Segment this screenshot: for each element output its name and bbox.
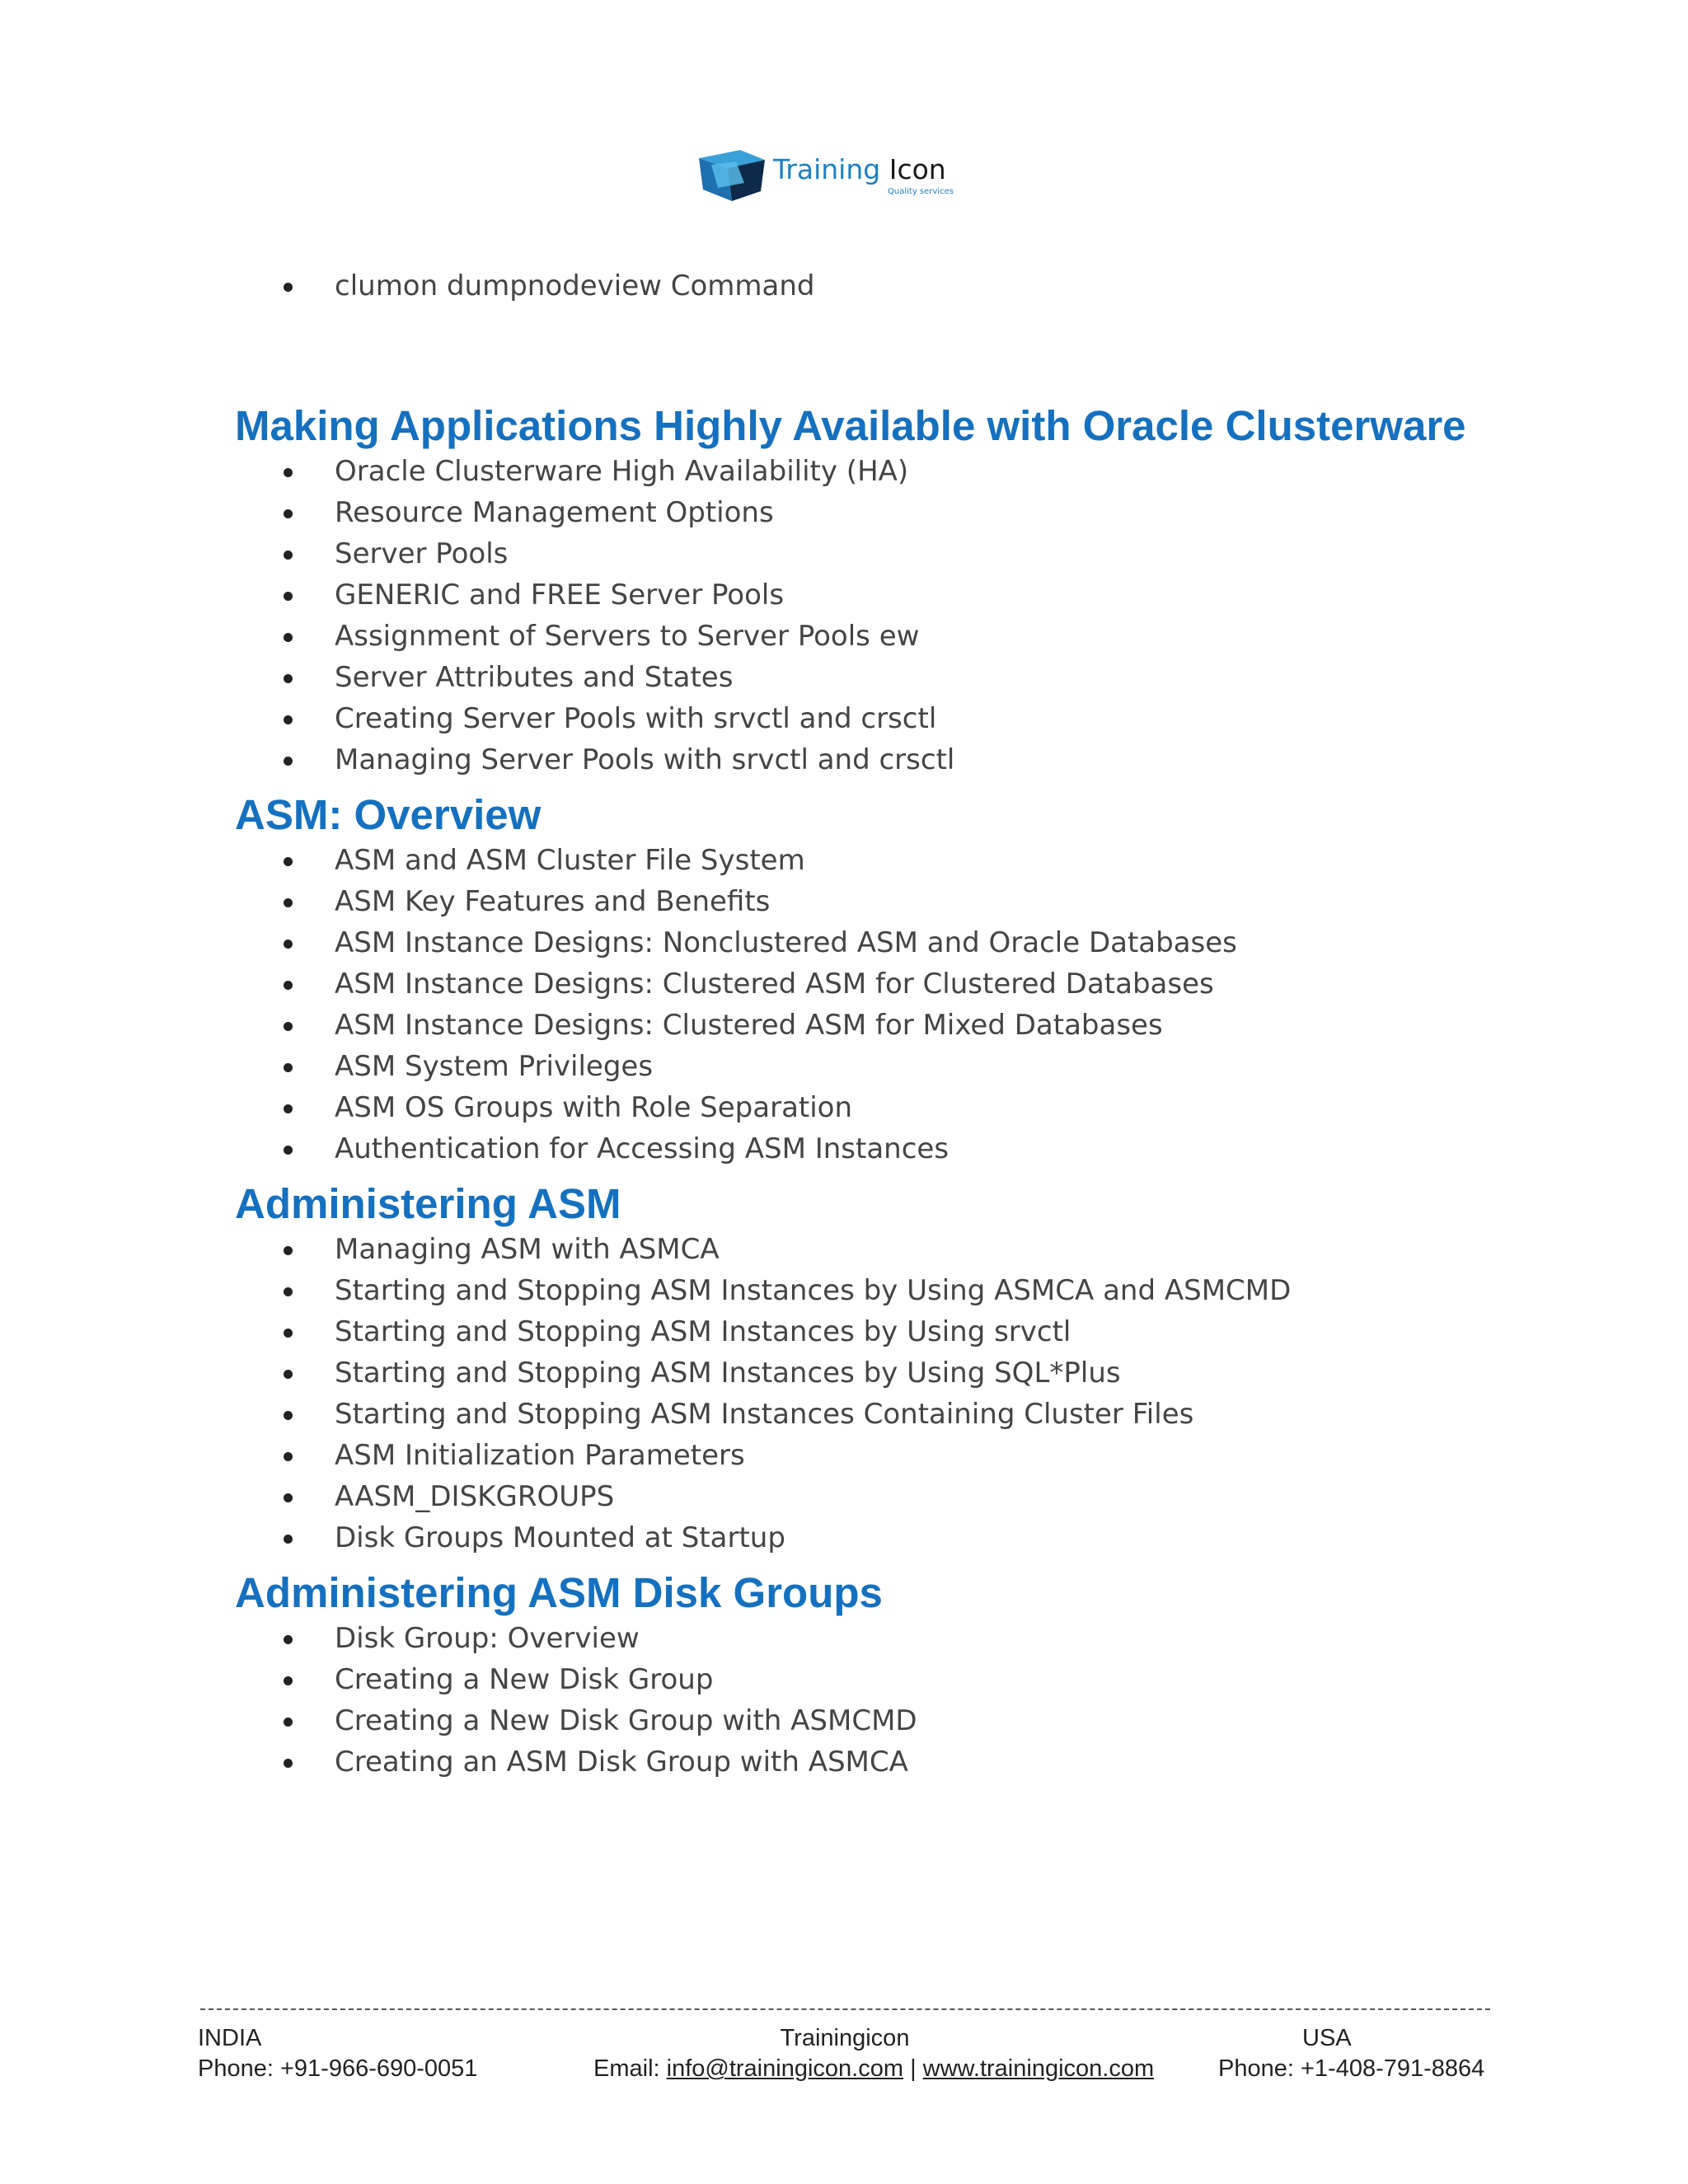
section-heading-asm-overview: ASM: Overview [235,791,542,838]
section-heading-disk-groups: Administering ASM Disk Groups [235,1569,883,1616]
list-item: ASM Instance Designs: Clustered ASM for Clustered Databases [235,963,1488,1005]
list-item: Authentication for Accessing ASM Instances [235,1128,1488,1169]
list-item: Disk Group: Overview [235,1618,1488,1659]
list-item: Creating Server Pools with srvctl and crsctl [235,698,1488,739]
list-item: AASM_DISKGROUPS [235,1476,1488,1517]
list-item: ASM Instance Designs: Clustered ASM for Mixed Databases [235,1005,1488,1046]
footer-company-name: Trainingicon [780,2025,910,2051]
list-item: Creating a New Disk Group with ASMCMD [235,1700,1488,1741]
logo-word-training: Training [773,153,881,185]
list-item: Managing Server Pools with srvctl and crsctl [235,739,1488,780]
list-item: ASM and ASM Cluster File System [235,840,1488,881]
intro-list [235,265,1488,307]
section-list-disk-groups [235,1618,1488,1783]
list-item: Starting and Stopping ASM Instances by Using ASMCA and ASMCMD [235,1270,1488,1311]
list-item: ASM Instance Designs: Nonclustered ASM and Oracle Databases [235,922,1488,963]
list-item: Starting and Stopping ASM Instances by Using SQL*Plus [235,1352,1488,1394]
section-heading-ha: Making Applications Highly Available with Oracle Clusterware [235,402,1466,449]
footer-india-label: INDIA [198,2025,262,2051]
logo-wordmark [773,153,946,185]
footer-usa-label: USA [1302,2025,1352,2051]
section-list-administering-asm [235,1229,1488,1558]
list-item: Starting and Stopping ASM Instances Containing Cluster Files [235,1394,1488,1435]
footer-email-label: Email: [593,2055,660,2082]
list-item: ASM Initialization Parameters [235,1435,1488,1476]
course-outline [235,265,1488,1783]
footer-india-phone: Phone: +91-966-690-0051 [198,2055,478,2082]
list-item: Resource Management Options [235,492,1488,533]
list-item: Managing ASM with ASMCA [235,1229,1488,1270]
list-item: Disk Groups Mounted at Startup [235,1517,1488,1558]
footer-divider [200,2008,1490,2010]
list-item: Creating an ASM Disk Group with ASMCA [235,1741,1488,1783]
cube-logo-icon [695,142,769,208]
list-item: ASM OS Groups with Role Separation [235,1087,1488,1128]
list-item: Oracle Clusterware High Availability (HA) [235,451,1488,492]
list-item: clumon dumpnodeview Command [235,265,1488,307]
footer-usa-phone: Phone: +1-408-791-8864 [1218,2055,1485,2082]
section-heading-administering-asm: Administering ASM [235,1180,621,1227]
list-item: Starting and Stopping ASM Instances by Using srvctl [235,1311,1488,1352]
logo-tagline: Quality services [888,187,954,196]
list-item: Server Pools [235,533,1488,574]
list-item: Creating a New Disk Group [235,1659,1488,1700]
logo-word-icon: Icon [889,153,946,185]
list-item: Server Attributes and States [235,657,1488,698]
footer-contact-line [593,2054,1155,2084]
section-list-asm-overview [235,840,1488,1169]
list-item: ASM System Privileges [235,1046,1488,1087]
list-item: Assignment of Servers to Server Pools ew [235,616,1488,657]
footer-usa [1218,2023,1484,2084]
list-item: ASM Key Features and Benefits [235,881,1488,922]
list-item: GENERIC and FREE Server Pools [235,574,1488,616]
footer-india [198,2023,477,2084]
footer-email-link[interactable]: info@trainingicon.com [666,2055,903,2082]
section-list-ha [235,451,1488,780]
footer-website-link[interactable]: www.trainingicon.com [922,2055,1155,2082]
footer-separator: | [910,2055,917,2082]
brand-logo [695,142,975,208]
footer-company [593,2023,1155,2084]
